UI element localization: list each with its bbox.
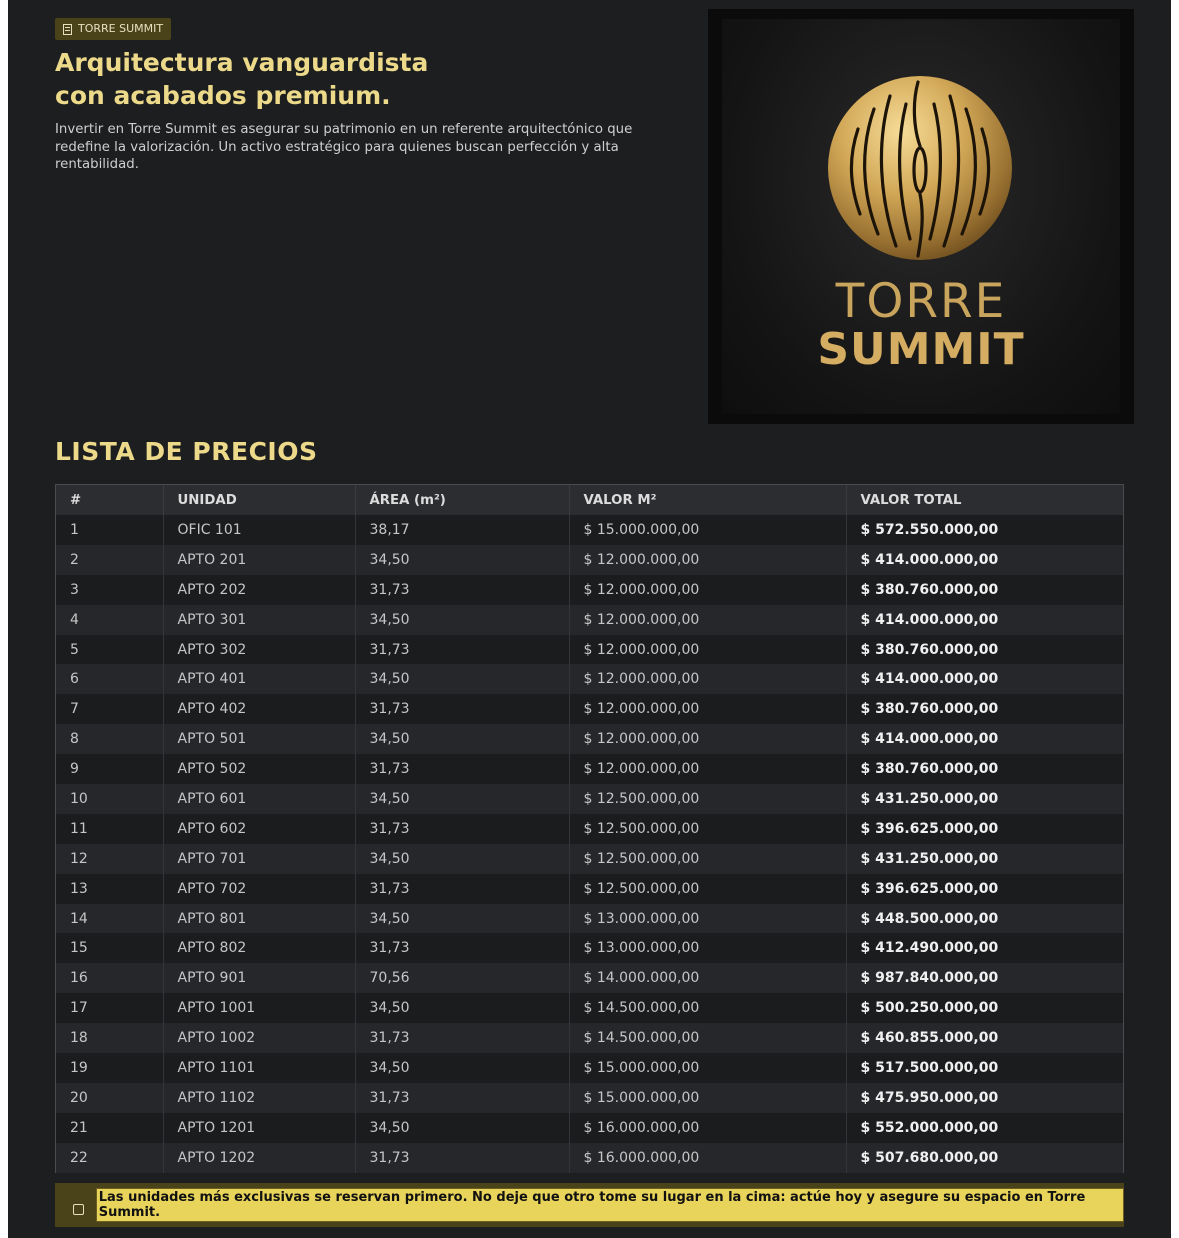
cell-area: 31,73 <box>355 635 569 665</box>
page <box>8 0 1171 1238</box>
table-row <box>56 814 1123 844</box>
cell-price-per-m2: $ 15.000.000,00 <box>569 1083 846 1113</box>
table-row <box>56 1143 1123 1173</box>
table-row <box>56 1113 1123 1143</box>
cell-total: $ 380.760.000,00 <box>846 754 1123 784</box>
cell-total: $ 414.000.000,00 <box>846 605 1123 635</box>
table-row <box>56 605 1123 635</box>
cell-unit: APTO 202 <box>163 575 355 605</box>
price-table <box>55 484 1124 1173</box>
cell-number: 7 <box>56 694 163 724</box>
cell-number: 22 <box>56 1143 163 1173</box>
table-row <box>56 515 1123 545</box>
logo-text-summit: SUMMIT <box>817 324 1025 375</box>
cell-total: $ 507.680.000,00 <box>846 1143 1123 1173</box>
column-header-number: # <box>56 485 163 515</box>
cell-number: 11 <box>56 814 163 844</box>
cell-price-per-m2: $ 12.000.000,00 <box>569 664 846 694</box>
cell-total: $ 380.760.000,00 <box>846 575 1123 605</box>
cell-total: $ 396.625.000,00 <box>846 814 1123 844</box>
cell-price-per-m2: $ 12.000.000,00 <box>569 754 846 784</box>
cell-area: 31,73 <box>355 694 569 724</box>
cell-number: 19 <box>56 1053 163 1083</box>
building-icon <box>63 24 72 35</box>
cell-unit: APTO 401 <box>163 664 355 694</box>
column-header-price-per-m2: VALOR M² <box>569 485 846 515</box>
cell-total: $ 448.500.000,00 <box>846 904 1123 934</box>
cell-price-per-m2: $ 14.000.000,00 <box>569 963 846 993</box>
cell-area: 38,17 <box>355 515 569 545</box>
table-row <box>56 993 1123 1023</box>
cell-number: 2 <box>56 545 163 575</box>
cell-area: 34,50 <box>355 784 569 814</box>
cell-unit: APTO 301 <box>163 605 355 635</box>
headline-line-2: con acabados premium. <box>55 81 391 110</box>
cell-unit: APTO 802 <box>163 933 355 963</box>
cell-number: 17 <box>56 993 163 1023</box>
cell-unit: APTO 801 <box>163 904 355 934</box>
cell-unit: APTO 501 <box>163 724 355 754</box>
cell-number: 15 <box>56 933 163 963</box>
cell-area: 31,73 <box>355 575 569 605</box>
cell-area: 34,50 <box>355 724 569 754</box>
cell-price-per-m2: $ 12.000.000,00 <box>569 575 846 605</box>
cell-total: $ 412.490.000,00 <box>846 933 1123 963</box>
table-row <box>56 754 1123 784</box>
cell-number: 1 <box>56 515 163 545</box>
cell-area: 34,50 <box>355 1053 569 1083</box>
cell-unit: APTO 702 <box>163 874 355 904</box>
headline <box>55 46 475 112</box>
table-row <box>56 1023 1123 1053</box>
cell-number: 14 <box>56 904 163 934</box>
logo-text-torre: TORRE <box>835 274 1007 329</box>
cell-price-per-m2: $ 16.000.000,00 <box>569 1143 846 1173</box>
cell-number: 16 <box>56 963 163 993</box>
cell-number: 5 <box>56 635 163 665</box>
table-row <box>56 635 1123 665</box>
cell-price-per-m2: $ 14.500.000,00 <box>569 1023 846 1053</box>
table-row <box>56 1083 1123 1113</box>
cell-area: 34,50 <box>355 664 569 694</box>
project-tag-label: TORRE SUMMIT <box>78 22 164 35</box>
table-body <box>56 515 1123 1173</box>
cell-total: $ 431.250.000,00 <box>846 844 1123 874</box>
column-header-unit: UNIDAD <box>163 485 355 515</box>
table-row <box>56 664 1123 694</box>
cell-price-per-m2: $ 13.000.000,00 <box>569 933 846 963</box>
cell-unit: APTO 1002 <box>163 1023 355 1053</box>
cell-unit: APTO 201 <box>163 545 355 575</box>
cell-price-per-m2: $ 12.000.000,00 <box>569 545 846 575</box>
cell-number: 3 <box>56 575 163 605</box>
table-row <box>56 575 1123 605</box>
cell-unit: APTO 701 <box>163 844 355 874</box>
logo-image <box>708 9 1134 424</box>
cell-unit: APTO 302 <box>163 635 355 665</box>
lead-paragraph: Invertir en Torre Summit es asegurar su patrimonio en un referente arquitectónico que redefine la valorización. Un activo estratégico para quienes buscan perfección y alta rentabilidad. <box>55 122 633 172</box>
table-header-row <box>56 485 1123 515</box>
cell-number: 8 <box>56 724 163 754</box>
cell-unit: APTO 1201 <box>163 1113 355 1143</box>
cell-area: 70,56 <box>355 963 569 993</box>
cell-area: 34,50 <box>355 605 569 635</box>
cell-unit: APTO 602 <box>163 814 355 844</box>
cell-area: 34,50 <box>355 844 569 874</box>
column-header-area: ÁREA (m²) <box>355 485 569 515</box>
column-header-total: VALOR TOTAL <box>846 485 1123 515</box>
cell-price-per-m2: $ 12.000.000,00 <box>569 635 846 665</box>
cell-area: 31,73 <box>355 814 569 844</box>
cell-area: 31,73 <box>355 1143 569 1173</box>
project-tag <box>55 18 171 40</box>
wood-grain-medallion-icon <box>826 74 1014 262</box>
cell-unit: APTO 1101 <box>163 1053 355 1083</box>
table-row <box>56 694 1123 724</box>
cell-price-per-m2: $ 12.500.000,00 <box>569 814 846 844</box>
table-row <box>56 874 1123 904</box>
cell-total: $ 431.250.000,00 <box>846 784 1123 814</box>
cell-total: $ 475.950.000,00 <box>846 1083 1123 1113</box>
table-row <box>56 545 1123 575</box>
cell-number: 10 <box>56 784 163 814</box>
cell-price-per-m2: $ 12.500.000,00 <box>569 784 846 814</box>
cell-number: 20 <box>56 1083 163 1113</box>
price-list-title: LISTA DE PRECIOS <box>55 437 318 466</box>
headline-line-1: Arquitectura vanguardista <box>55 48 429 77</box>
cell-unit: APTO 402 <box>163 694 355 724</box>
cell-number: 18 <box>56 1023 163 1053</box>
cell-price-per-m2: $ 12.500.000,00 <box>569 844 846 874</box>
cell-area: 34,50 <box>355 993 569 1023</box>
cell-price-per-m2: $ 12.000.000,00 <box>569 694 846 724</box>
cell-area: 34,50 <box>355 1113 569 1143</box>
cell-price-per-m2: $ 14.500.000,00 <box>569 993 846 1023</box>
cell-total: $ 380.760.000,00 <box>846 635 1123 665</box>
notice-text: Las unidades más exclusivas se reservan primero. No deje que otro tome su lugar en la cima: actúe hoy y asegure su espacio en Torre Summit. <box>96 1188 1124 1222</box>
table-row <box>56 1053 1123 1083</box>
cell-price-per-m2: $ 12.500.000,00 <box>569 874 846 904</box>
table-row <box>56 724 1123 754</box>
cell-number: 9 <box>56 754 163 784</box>
cell-unit: OFIC 101 <box>163 515 355 545</box>
cell-price-per-m2: $ 12.000.000,00 <box>569 605 846 635</box>
cell-price-per-m2: $ 15.000.000,00 <box>569 515 846 545</box>
cell-total: $ 414.000.000,00 <box>846 724 1123 754</box>
cell-number: 4 <box>56 605 163 635</box>
cell-unit: APTO 1001 <box>163 993 355 1023</box>
cell-total: $ 517.500.000,00 <box>846 1053 1123 1083</box>
cell-total: $ 460.855.000,00 <box>846 1023 1123 1053</box>
cell-area: 34,50 <box>355 904 569 934</box>
cell-total: $ 552.000.000,00 <box>846 1113 1123 1143</box>
cell-unit: APTO 901 <box>163 963 355 993</box>
cell-price-per-m2: $ 12.000.000,00 <box>569 724 846 754</box>
table-row <box>56 933 1123 963</box>
cell-area: 31,73 <box>355 754 569 784</box>
cell-area: 31,73 <box>355 1023 569 1053</box>
cell-unit: APTO 1202 <box>163 1143 355 1173</box>
cell-unit: APTO 1102 <box>163 1083 355 1113</box>
cell-area: 31,73 <box>355 874 569 904</box>
cell-number: 6 <box>56 664 163 694</box>
cell-total: $ 396.625.000,00 <box>846 874 1123 904</box>
table-row <box>56 844 1123 874</box>
cell-total: $ 414.000.000,00 <box>846 545 1123 575</box>
cell-total: $ 572.550.000,00 <box>846 515 1123 545</box>
cell-unit: APTO 502 <box>163 754 355 784</box>
cell-number: 12 <box>56 844 163 874</box>
cell-area: 31,73 <box>355 933 569 963</box>
cell-price-per-m2: $ 13.000.000,00 <box>569 904 846 934</box>
note-icon <box>73 1204 84 1215</box>
notice-banner <box>55 1183 1124 1227</box>
cell-area: 34,50 <box>355 545 569 575</box>
cell-area: 31,73 <box>355 1083 569 1113</box>
cell-unit: APTO 601 <box>163 784 355 814</box>
cell-number: 21 <box>56 1113 163 1143</box>
cell-total: $ 500.250.000,00 <box>846 993 1123 1023</box>
cell-number: 13 <box>56 874 163 904</box>
table-row <box>56 963 1123 993</box>
cell-price-per-m2: $ 16.000.000,00 <box>569 1113 846 1143</box>
logo-background <box>722 19 1120 414</box>
cell-total: $ 987.840.000,00 <box>846 963 1123 993</box>
table-row <box>56 784 1123 814</box>
cell-price-per-m2: $ 15.000.000,00 <box>569 1053 846 1083</box>
table-row <box>56 904 1123 934</box>
cell-total: $ 414.000.000,00 <box>846 664 1123 694</box>
cell-total: $ 380.760.000,00 <box>846 694 1123 724</box>
